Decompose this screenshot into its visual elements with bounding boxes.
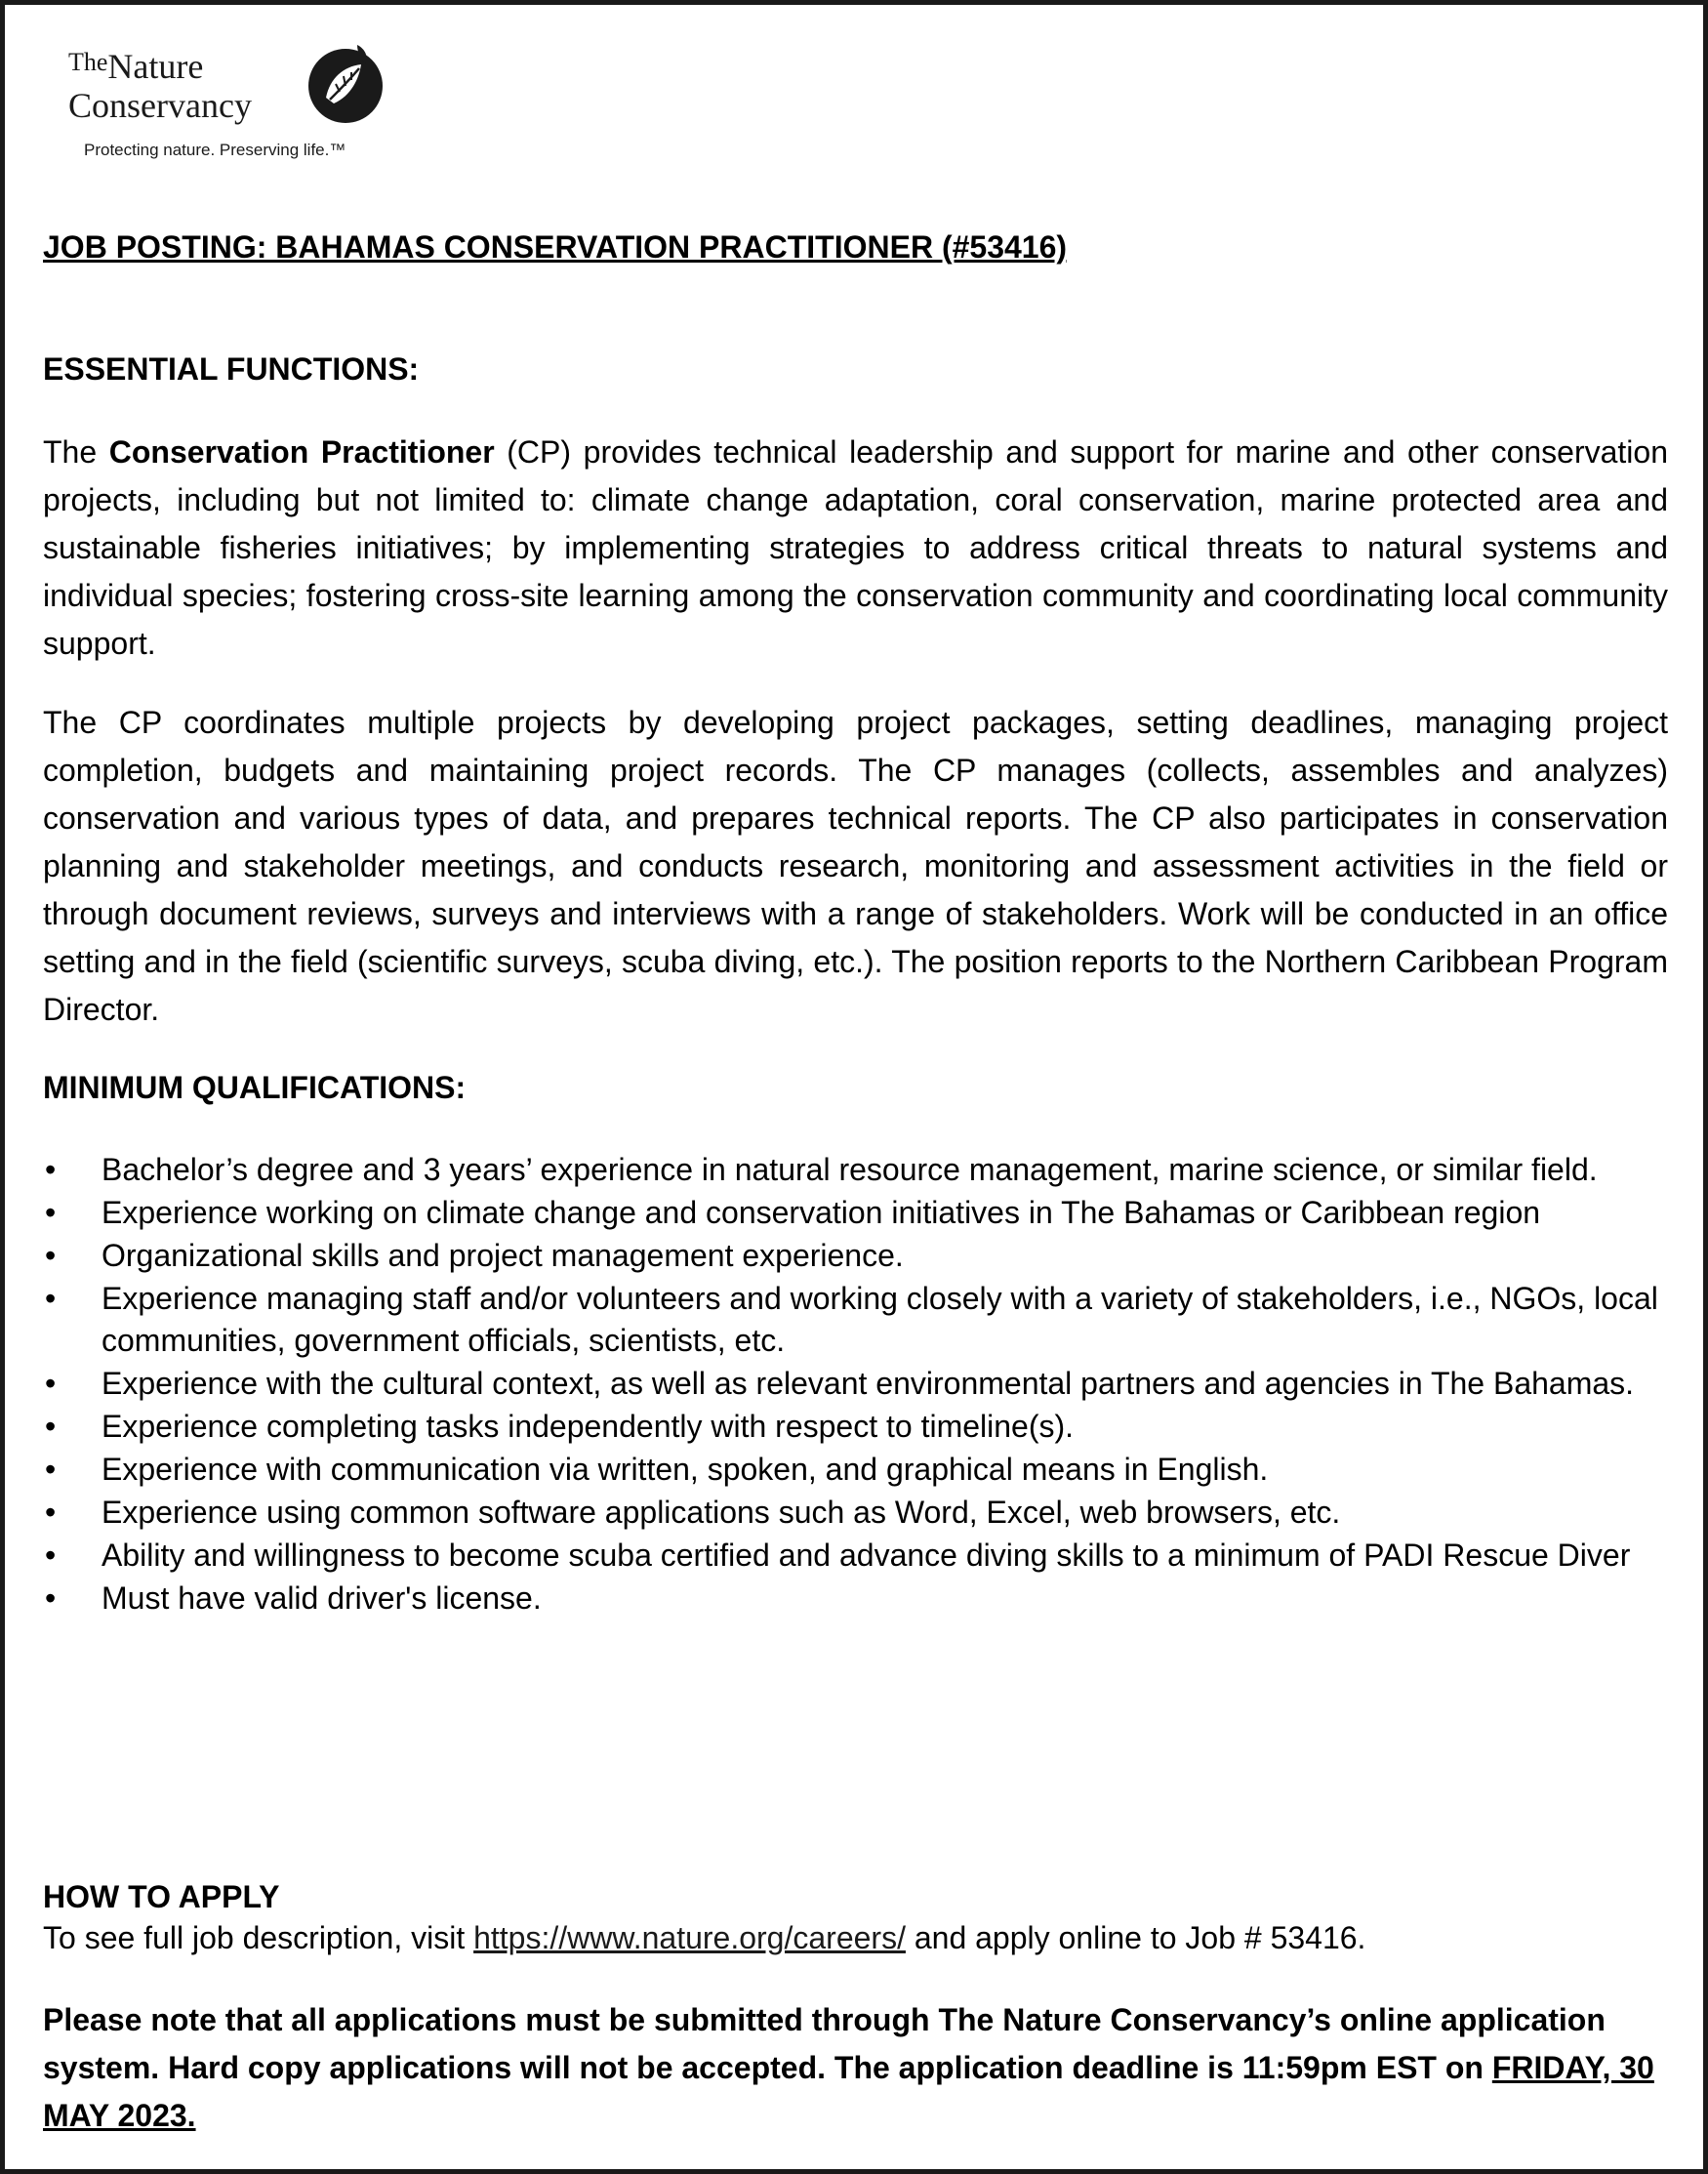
qualification-item [43,1492,1668,1534]
logo-word-conservancy: Conservancy [68,86,252,125]
qualification-text: Must have valid driver's license. [102,1580,542,1616]
qualification-text: Experience working on climate change and conservation initiatives in The Bahamas or Caribbean region [102,1195,1541,1230]
organization-logo [68,39,390,171]
minimum-qualifications-heading: MINIMUM QUALIFICATIONS: [43,1070,467,1105]
qualification-text: Experience using common software applications such as Word, Excel, web browsers, etc. [102,1495,1341,1530]
careers-link[interactable]: https://www.nature.org/careers/ [473,1920,906,1955]
bullet-icon: • [45,1195,57,1230]
essential-functions-heading: ESSENTIAL FUNCTIONS: [43,351,420,387]
qualification-item [43,1363,1668,1405]
logo-word-the: The [68,48,108,76]
qualification-text: Experience with the cultural context, as well as relevant environmental partners and agencies in The Bahamas. [102,1366,1635,1401]
qualification-item [43,1278,1668,1362]
bullet-icon: • [45,1495,57,1530]
bullet-icon: • [45,1452,57,1487]
logo-word-nature: Nature [107,47,204,86]
qualification-item [43,1235,1668,1277]
qualification-text: Experience managing staff and/or volunteers and working closely with a variety of stakeholders, i.e., NGOs, local communities, government officials, scientists, etc. [102,1281,1658,1358]
bullet-icon: • [45,1238,57,1273]
logo-tagline: Protecting nature. Preserving life.™ [84,141,346,159]
essential-paragraph-1: The Conservation Practitioner (CP) provides technical leadership and support for marine and other conservation projects, including but not limited to: climate change adaptation, coral conservation, marine protected area and sustainable fisheries initiatives; by implementing strategies to address critical threats to natural systems and individual species; fostering cross-site learning among the conservation community and coordinating local community support. [43,434,1669,661]
how-to-apply-heading: HOW TO APPLY [43,1879,280,1914]
bullet-icon: • [45,1152,57,1187]
qualification-text: Experience with communication via written, spoken, and graphical means in English. [102,1452,1269,1487]
qualification-item [43,1149,1668,1191]
bullet-icon: • [45,1580,57,1616]
essential-paragraph-2: The CP coordinates multiple projects by developing project packages, setting deadlines, managing project completion, budgets and maintaining project records. The CP manages (collects, assembles and analyzes) conservation and various types of data, and prepares technical reports. The CP also participates in conservation planning and stakeholder meetings, and conducts research, monitoring and assessment activities in the field or through document reviews, surveys and interviews with a range of stakeholders. Work will be conducted in an office setting and in the field (scientific surveys, scuba diving, etc.). The position reports to the Northern Caribbean Program Director. [43,705,1668,1027]
bullet-icon: • [45,1281,57,1316]
qualification-item [43,1578,1668,1620]
qualification-text: Ability and willingness to become scuba certified and advance diving skills to a minimum of PADI Rescue Diver [102,1538,1631,1573]
apply-instructions: To see full job description, visit https://www.nature.org/careers/ and apply online to Job # 53416. [43,1920,1366,1955]
qualification-text: Organizational skills and project management experience. [102,1238,904,1273]
qualification-item [43,1535,1668,1577]
qualification-item [43,1449,1668,1491]
leaf-globe-icon [301,39,390,129]
qualification-text: Bachelor’s degree and 3 years’ experience in natural resource management, marine science, or similar field. [102,1152,1598,1187]
page-title: JOB POSTING: BAHAMAS CONSERVATION PRACTITIONER (#53416) [43,229,1068,265]
bullet-icon: • [45,1409,57,1444]
application-note: Please note that all applications must be submitted through The Nature Conservancy’s online application system. Hard copy applications will not be accepted. The application deadline is 11:59pm EST on FRIDAY, 30 MAY 2023. [43,2002,1654,2133]
qualification-text: Experience completing tasks independently with respect to timeline(s). [102,1409,1075,1444]
application-deadline: FRIDAY, 30 MAY 2023. [43,2050,1654,2133]
bullet-icon: • [45,1366,57,1401]
bullet-icon: • [45,1538,57,1573]
qualification-item [43,1192,1668,1234]
qualifications-list [43,1149,1668,1620]
qualification-item [43,1406,1668,1448]
role-name: Conservation Practitioner [108,434,495,470]
